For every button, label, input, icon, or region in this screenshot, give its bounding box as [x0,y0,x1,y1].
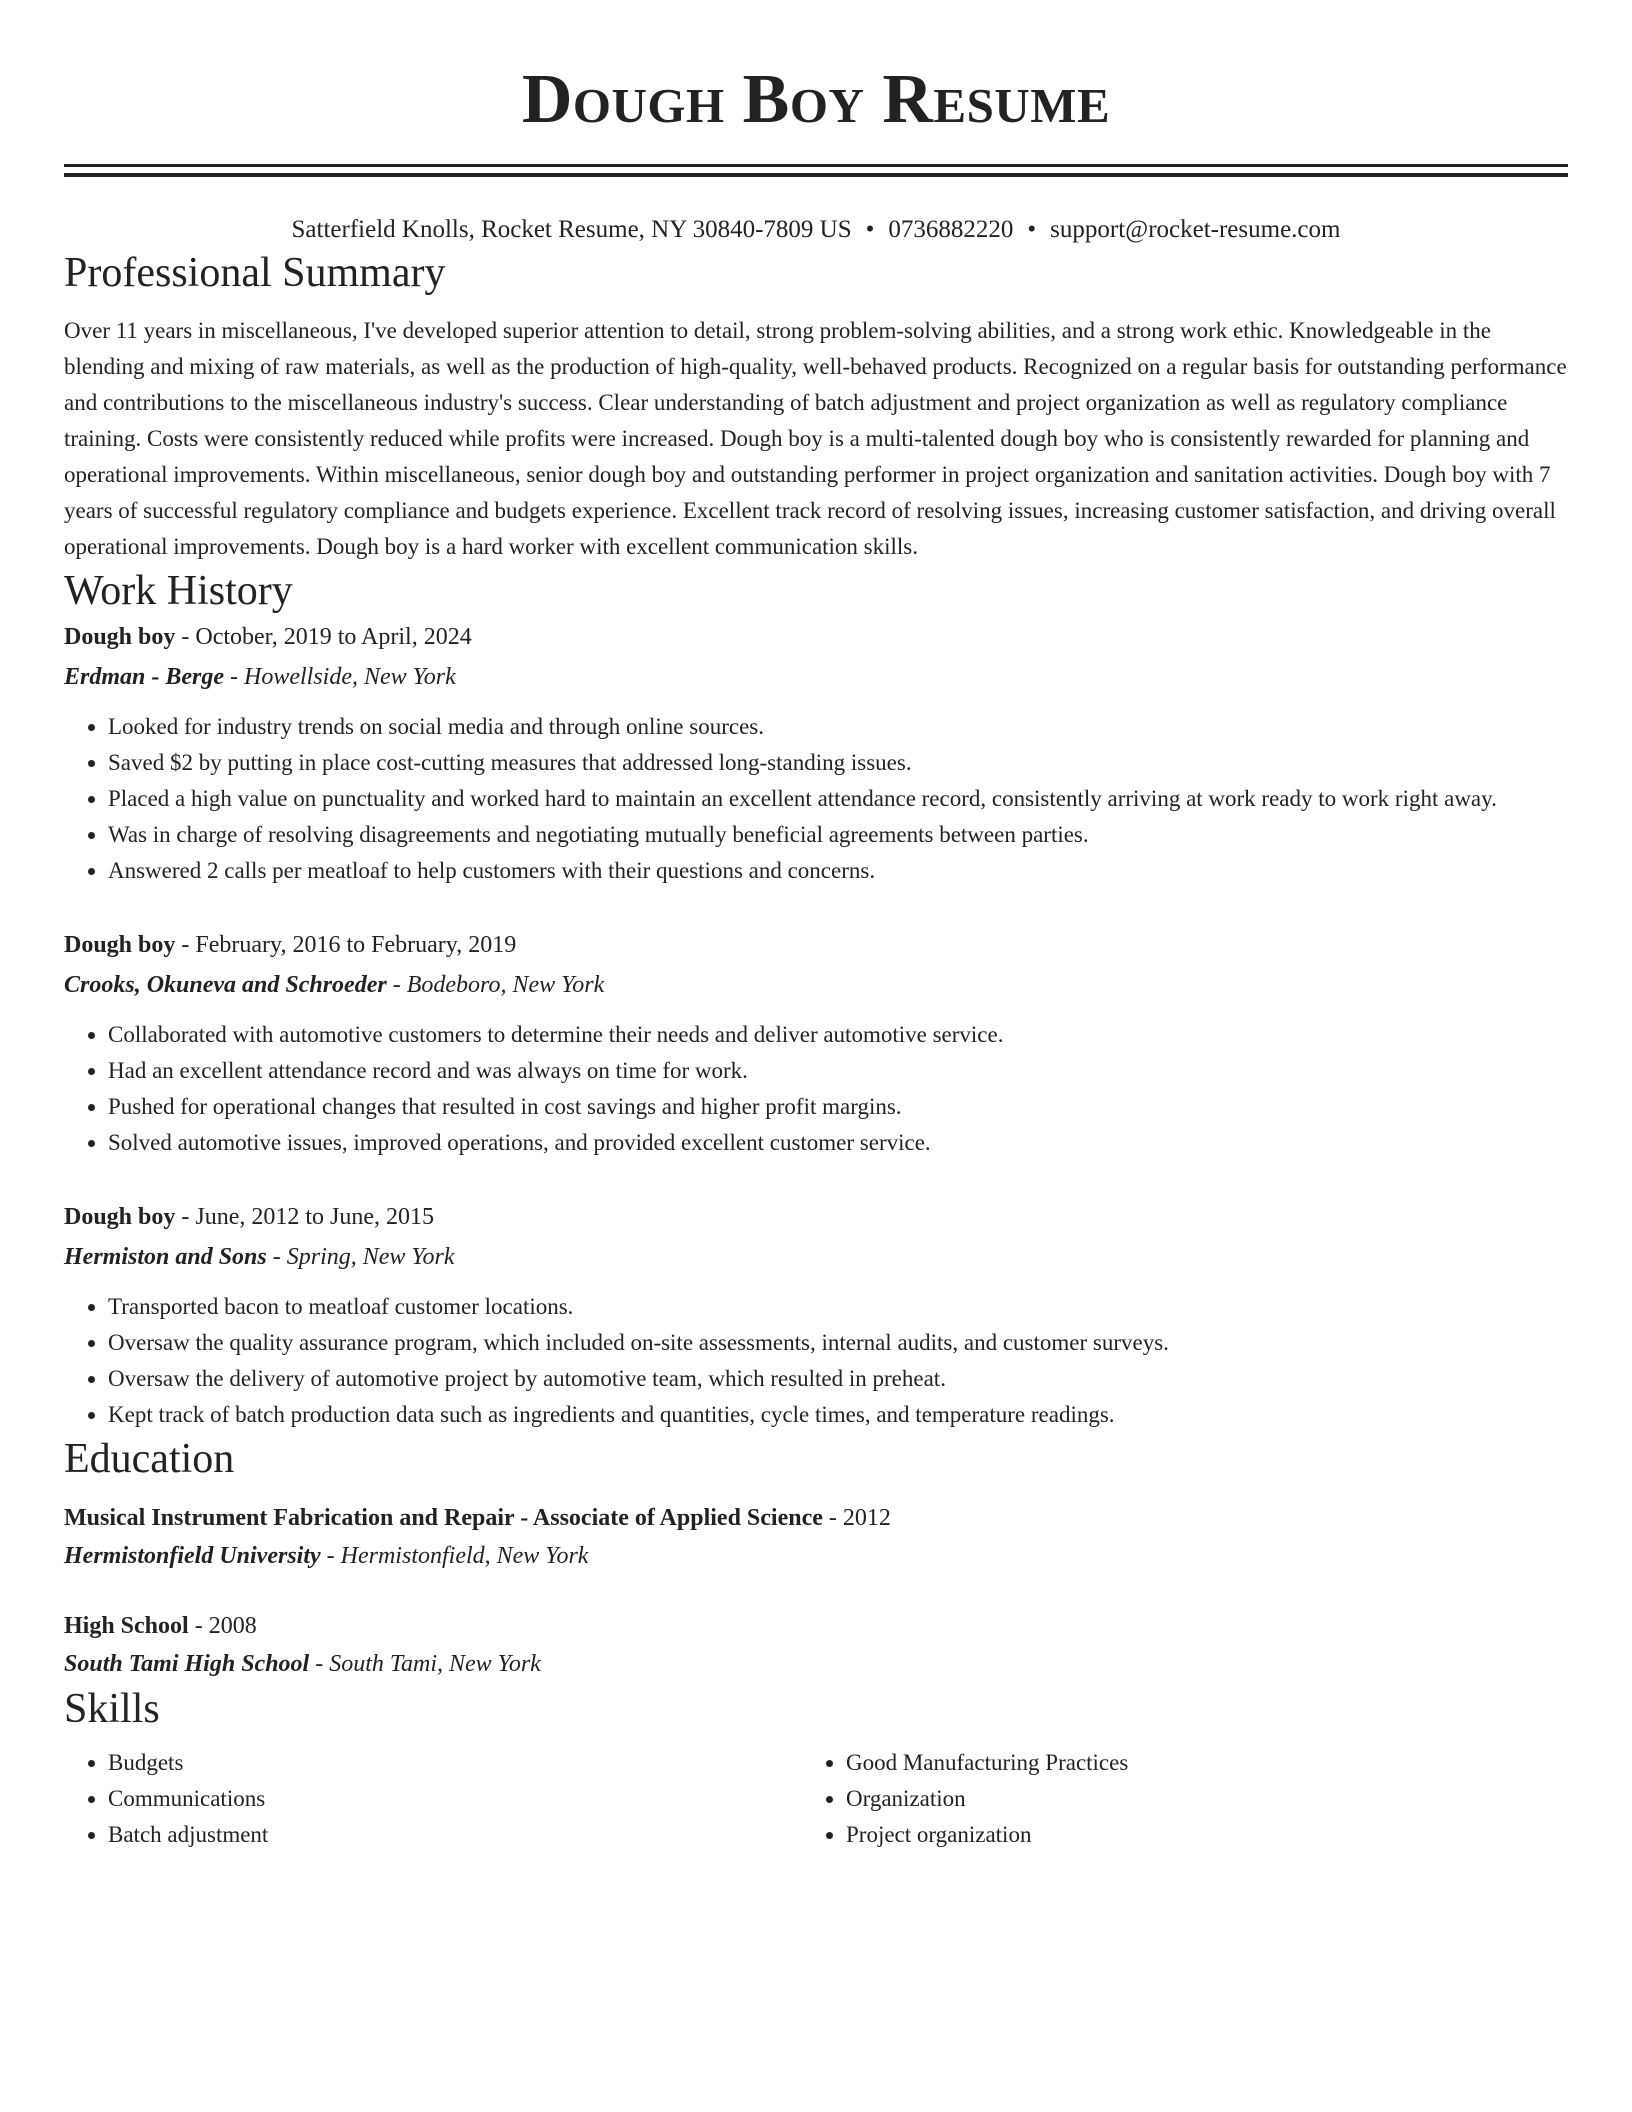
list-item: • Saved $2 by putting in place cost-cutting measures that addressed long-standing issues. [108,745,1568,781]
education-degree: Musical Instrument Fabrication and Repair - Associate of Applied Science [64,1505,823,1531]
education-school-line [64,1537,1568,1575]
job-bullets [64,1017,1568,1161]
title-rule-top [64,164,1568,167]
list-item: • Oversaw the delivery of automotive project by automotive team, which resulted in preheat. [108,1361,1568,1397]
job-company: Hermiston and Sons [64,1244,267,1270]
contact-phone: 0736882220 [888,216,1014,243]
skills-columns [64,1745,1568,1853]
list-item: • Budgets [108,1745,802,1781]
list-item: • Project organization [846,1817,1540,1853]
resume-page [64,0,1568,1853]
list-item: • Had an excellent attendance record and was always on time for work. [108,1053,1568,1089]
job-bullets [64,709,1568,889]
list-item: • Transported bacon to meatloaf customer locations. [108,1289,1568,1325]
job-location: - Bodeboro, New York [386,972,605,998]
list-item: • Oversaw the quality assurance program, which included on-site assessments, internal audits, and customer surveys. [108,1325,1568,1361]
education-heading: Education [64,1436,235,1482]
education-entry [64,1607,1568,1683]
list-item: • Answered 2 calls per meatloaf to help customers with their questions and concerns. [108,853,1568,889]
education-year: - 2012 [822,1505,891,1531]
list-item: • Collaborated with automotive customers to determine their needs and deliver automotive service. [108,1017,1568,1053]
job-entry [64,1197,1568,1433]
skills-heading: Skills [64,1686,160,1732]
job-company-line [64,965,1568,1005]
education-degree: High School [64,1613,189,1639]
job-role: Dough boy [64,1204,176,1230]
summary-text: Over 11 years in miscellaneous, I've developed superior attention to detail, strong problem-solving abilities, and a strong work ethic. Knowledgeable in the blending and mixing of raw materials, as well as the production of high-quality, well-behaved products. Recognized on a regular basis for outstanding performance and contributions to the miscellaneous industry's success. Clear understanding of batch adjustment and project organization as well as regulatory compliance training. Costs were consistently reduced while profits were increased. Dough boy is a multi-talented dough boy who is consistently rewarded for planning and operational improvements. Within miscellaneous, senior dough boy and outstanding performer in project organization and sanitation activities. Dough boy with 7 years of successful regulatory compliance and budgets experience. Excellent track record of resolving issues, increasing customer satisfaction, and driving overall operational improvements. Dough boy is a hard worker with excellent communication skills. [64,318,1567,559]
education-school: Hermistonfield University [64,1543,321,1569]
job-role: Dough boy [64,624,176,650]
list-item: • Looked for industry trends on social media and through online sources. [108,709,1568,745]
list-item: • Placed a high value on punctuality and worked hard to maintain an excellent attendance record, consistently arriving at work ready to work right away. [108,781,1568,817]
contact-address: Satterfield Knolls, Rocket Resume, NY 30840-7809 US [291,216,852,243]
spacer [64,1161,1568,1197]
job-company: Crooks, Okuneva and Schroeder [64,972,387,998]
education-year: - 2008 [188,1613,257,1639]
list-item: • Batch adjustment [108,1817,802,1853]
list-item: • Solved automotive issues, improved operations, and provided excellent customer service. [108,1125,1568,1161]
skills-right-column [802,1745,1540,1853]
contact-line [64,213,1568,247]
job-title-line [64,1197,1568,1237]
list-item: • Communications [108,1781,802,1817]
spacer [64,1575,1568,1607]
job-entry [64,617,1568,889]
list-item: • Organization [846,1781,1540,1817]
job-dates: - October, 2019 to April, 2024 [175,624,472,650]
education-location: - Hermistonfield, New York [320,1543,589,1569]
summary-heading: Professional Summary [64,250,446,296]
job-company-line [64,1237,1568,1277]
list-item: • Good Manufacturing Practices [846,1745,1540,1781]
education-location: - South Tami, New York [309,1651,541,1677]
job-location: - Howellside, New York [224,664,456,690]
job-location: - Spring, New York [266,1244,455,1270]
job-dates: - February, 2016 to February, 2019 [175,932,517,958]
skills-left-column [64,1745,802,1853]
job-entry [64,925,1568,1161]
education-entry [64,1499,1568,1575]
education-degree-line [64,1499,1568,1537]
education-school: South Tami High School [64,1651,310,1677]
contact-separator: • [865,216,875,243]
title-rule-bottom [64,173,1568,177]
job-title-line [64,617,1568,657]
job-company: Erdman - Berge [64,664,225,690]
list-item: • Pushed for operational changes that resulted in cost savings and higher profit margins. [108,1089,1568,1125]
work-history-heading: Work History [64,568,293,614]
spacer [64,889,1568,925]
job-bullets [64,1289,1568,1433]
job-dates: - June, 2012 to June, 2015 [175,1204,435,1230]
job-role: Dough boy [64,932,176,958]
contact-email: support@rocket-resume.com [1050,216,1341,243]
resume-title: Dough Boy Resume [521,61,1111,138]
education-school-line [64,1645,1568,1683]
job-title-line [64,925,1568,965]
job-company-line [64,657,1568,697]
contact-separator: • [1027,216,1037,243]
list-item: • Was in charge of resolving disagreements and negotiating mutually beneficial agreements between parties. [108,817,1568,853]
list-item: • Kept track of batch production data such as ingredients and quantities, cycle times, and temperature readings. [108,1397,1568,1433]
education-degree-line [64,1607,1568,1645]
